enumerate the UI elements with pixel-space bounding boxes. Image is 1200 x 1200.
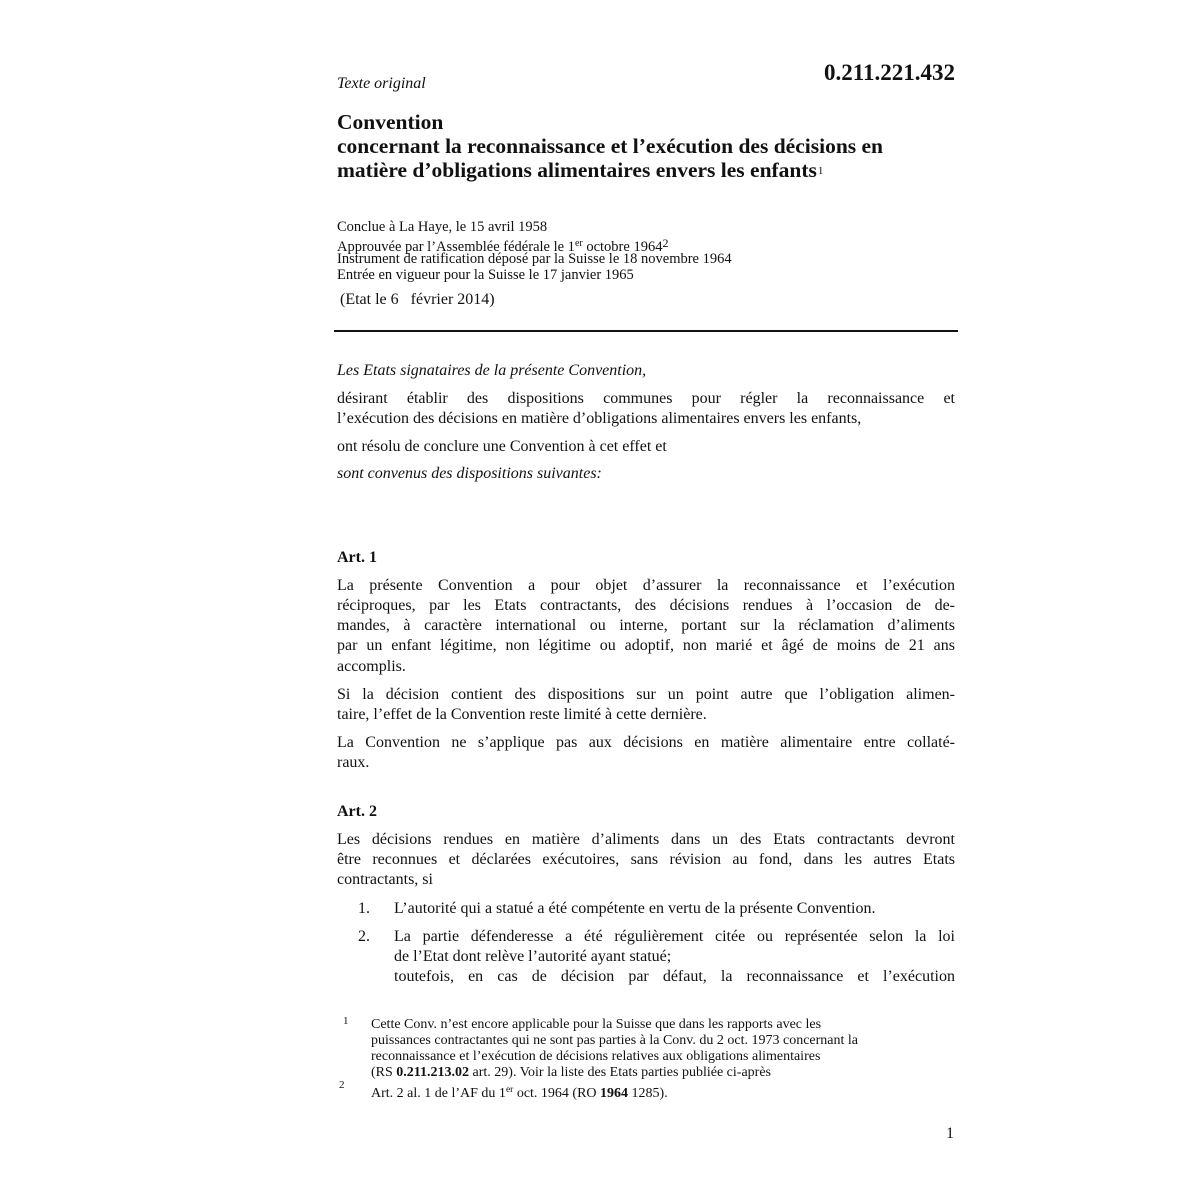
article-1-para-1-line-2: réciproques, par les Etats contractants, des décisions rendues à l’occasion de de-: [337, 597, 955, 614]
header-divider: [334, 330, 958, 332]
article-2-item-1-number: 1.: [358, 900, 370, 917]
article-2-item-2-line-1: La partie défenderesse a été régulièrement citée ou représentée selon la loi: [394, 928, 955, 945]
footnote-1-line-4: [371, 1065, 771, 1081]
article-1-heading: Art. 1: [337, 549, 377, 566]
preamble-intro: Les Etats signataires de la présente Convention,: [337, 362, 647, 379]
title-line-2: concernant la reconnaissance et l’exécution des décisions en: [337, 134, 884, 158]
meta-ratification: Instrument de ratification déposé par la Suisse le 18 novembre 1964: [337, 251, 732, 267]
article-1-para-3-line-1: La Convention ne s’applique pas aux décisions en matière alimentaire entre collaté-: [337, 734, 955, 751]
meta-status: (Etat le 6 février 2014): [340, 291, 495, 308]
article-2-heading: Art. 2: [337, 803, 377, 820]
footnote-2-middle: oct. 1964 (RO: [513, 1086, 601, 1101]
article-1-para-1-line-4: par un enfant légitime, non légitime ou adoptif, non marié et âgé de moins de 21 ans: [337, 637, 955, 654]
footnote-1-sr-reference: 0.211.213.02: [396, 1065, 470, 1080]
footnote-1-line-2: puissances contractantes qui ne sont pas parties à la Conv. du 2 oct. 1973 concernant la: [371, 1033, 859, 1048]
title-line-3-text: matière d’obligations alimentaires envers les enfants: [337, 158, 817, 182]
preamble-desiring-line-1: désirant établir des dispositions communes pour régler la reconnaissance et: [337, 390, 955, 407]
footnote-2-marker: 2: [339, 1079, 345, 1091]
footnote-2-sup: er: [505, 1085, 514, 1095]
sr-number: 0.211.221.432: [824, 60, 955, 85]
footnote-1-line-1: Cette Conv. n’est encore applicable pour la Suisse que dans les rapports avec les: [371, 1017, 822, 1032]
article-1-para-2-line-1: Si la décision contient des dispositions sur un point autre que l’obligation alimen-: [337, 686, 955, 703]
footnote-2-before: Art. 2 al. 1 de l’AF du 1: [371, 1086, 506, 1101]
page-number: 1: [946, 1125, 954, 1142]
article-2-item-2-number: 2.: [358, 928, 370, 945]
meta-approved-text-after: octobre 1964: [582, 239, 663, 255]
article-2-para-1-line-1: Les décisions rendues en matière d’aliments dans un des Etats contractants devront: [337, 831, 955, 848]
footnote-1-line-4-after: art. 29). Voir la liste des Etats parties publiée ci-après: [469, 1065, 771, 1080]
footnote-1-line-4-before: (RS: [371, 1065, 397, 1080]
article-2-para-1-line-3: contractants, si: [337, 871, 433, 888]
title-line-3: [337, 158, 823, 182]
preamble-resolved: ont résolu de conclure une Convention à cet effet et: [337, 438, 667, 455]
article-1-para-2-line-2: taire, l’effet de la Convention reste limité à cette dernière.: [337, 706, 707, 723]
meta-approved-footnote-ref: 2: [662, 236, 669, 250]
article-1-para-1-line-1: La présente Convention a pour objet d’assurer la reconnaissance et l’exécution: [337, 577, 955, 594]
footnote-2-line-1: [371, 1082, 668, 1101]
footnote-1-marker: 1: [343, 1015, 349, 1027]
title-footnote-ref: 1: [817, 165, 824, 177]
meta-concluded: Conclue à La Haye, le 15 avril 1958: [337, 219, 548, 235]
preamble-agreed: sont convenus des dispositions suivantes:: [337, 465, 602, 482]
article-2-item-1-line-1: L’autorité qui a statué a été compétente en vertu de la présente Convention.: [394, 900, 876, 917]
preamble-desiring-line-2: l’exécution des décisions en matière d’obligations alimentaires envers les enfants,: [337, 410, 862, 427]
article-2-item-2-line-3: toutefois, en cas de décision par défaut, la reconnaissance et l’exécution: [394, 968, 955, 985]
footnote-2-after: 1285).: [628, 1086, 668, 1101]
original-text-label: Texte original: [337, 75, 426, 92]
meta-approved-text: Approuvée par l’Assemblée fédérale le 1: [337, 239, 575, 255]
article-2-para-1-line-2: être reconnues et déclarées exécutoires, sans révision au fond, dans les autres Etats: [337, 851, 955, 868]
article-1-para-1-line-3: mandes, à caractère international ou interne, portant sur la réclamation d’aliments: [337, 617, 955, 634]
title-line-1: Convention: [337, 110, 444, 134]
footnote-2-ro-year: 1964: [600, 1086, 629, 1101]
article-1-para-3-line-2: raux.: [337, 754, 370, 771]
article-1-para-1-line-5: accomplis.: [337, 658, 406, 675]
meta-entry-into-force: Entrée en vigueur pour la Suisse le 17 janvier 1965: [337, 267, 634, 283]
meta-approved-sup: er: [574, 238, 583, 249]
article-2-item-2-line-2: de l’Etat dont relève l’autorité ayant statué;: [394, 948, 672, 965]
meta-approved: [337, 235, 669, 255]
footnote-1-line-3: reconnaissance et l’exécution de décisions relatives aux obligations alimentaires: [371, 1049, 821, 1064]
